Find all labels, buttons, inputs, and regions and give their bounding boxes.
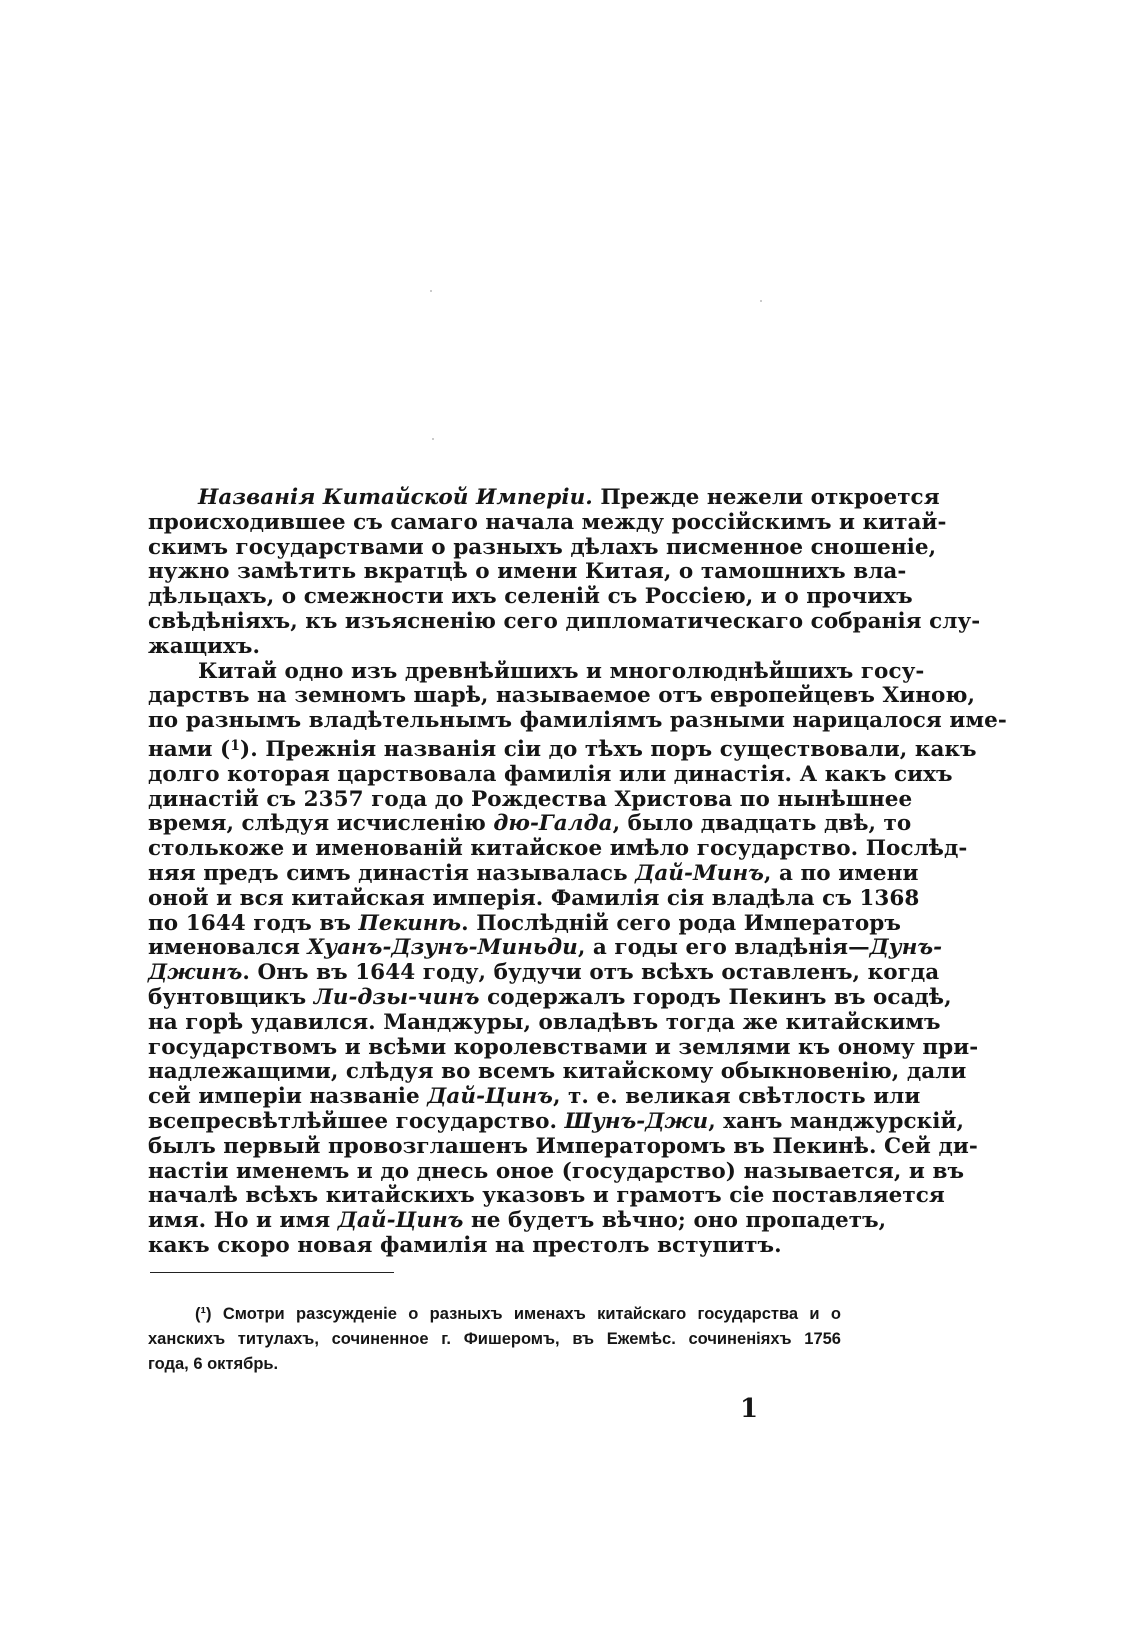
text-line: Китай одно изъ древнѣйшихъ и многолюднѣйшихъ госу- <box>198 658 925 684</box>
text-line: имя. Но и имя Дай-Цинъ не будетъ вѣчно; оно пропадетъ, <box>148 1208 887 1234</box>
text-line: по разнымъ владѣтельнымъ фамиліямъ разными нарицалося име- <box>148 708 1007 734</box>
text-line: столькоже и именованій китайское имѣло государство. Послѣд- <box>148 836 968 862</box>
text-line: сей имперіи названіе Дай-Цинъ, т. е. великая свѣтлость или <box>148 1084 921 1110</box>
text-line: дарствъ на земномъ шарѣ, называемое отъ европейцевъ Хиною, <box>148 683 976 709</box>
text-line: бунтовщикъ Ли-дзы-чинъ содержалъ городъ Пекинъ въ осадѣ, <box>148 984 952 1010</box>
text-line: происходившее съ самаго начала между россійскимъ и китай- <box>148 509 947 535</box>
text-line: свѣдѣніяхъ, къ изъясненію сего дипломатическаго собранія слу- <box>148 608 981 634</box>
footnote-reference: 1 <box>230 737 241 754</box>
footnote-line: ханскихъ титулахъ, сочиненное г. Фишеромъ, въ Ежемѣс. сочиненіяхъ 1756 <box>148 1330 841 1348</box>
text-line: настіи именемъ и до днесь оное (государство) называется, и въ <box>148 1158 964 1184</box>
text-line: былъ первый провозглашенъ Императоромъ въ Пекинѣ. Сей ди- <box>148 1133 978 1159</box>
footnote <box>148 1302 841 1377</box>
footnote-marker: (¹) <box>195 1305 212 1323</box>
text-line: по 1644 годъ въ Пекинѣ. Послѣдній сего рода Императоръ <box>148 910 901 936</box>
page-number: 1 <box>740 1394 759 1424</box>
text-line: нами ($^1$). Прежнія названія сіи до тѣхъ поръ существовали, какъ <box>148 736 977 762</box>
text-line: всепресвѣтлѣйшее государство. Шунъ-Джи, ханъ манджурскій, <box>148 1108 964 1134</box>
italic-name: Ли-дзы-чинъ <box>313 984 480 1010</box>
italic-name: дю-Галда <box>493 811 613 837</box>
main-text <box>148 485 1007 1259</box>
text-line: няя предъ симъ династія называлась Дай-Минъ, а по имени <box>148 860 919 886</box>
italic-name: Дай-Минъ <box>635 860 764 886</box>
scan-speck <box>432 438 434 440</box>
text-line: династій съ 2357 года до Рождества Христова по нынѣшнее <box>148 786 913 812</box>
text-line: Джинъ. Онъ въ 1644 году, будучи отъ всѣхъ оставленъ, когда <box>148 960 940 986</box>
text-line: скимъ государствами о разныхъ дѣлахъ писменное сношеніе, <box>148 534 937 560</box>
footnote-line: (¹) Смотри разсужденіе о разныхъ именахъ китайскаго государства и о <box>195 1305 841 1323</box>
text-line: Названія Китайской Имперіи. Прежде нежели откроется <box>198 485 940 510</box>
section-heading: Названія Китайской Имперіи. <box>198 485 593 510</box>
text-line: долго которая царствовала фамилія или династія. А какъ сихъ <box>148 761 953 787</box>
text-line: жащихъ. <box>148 633 260 659</box>
scan-speck <box>430 290 432 292</box>
text-line: время, слѣдуя исчисленію дю-Галда, было двадцать двѣ, то <box>148 811 912 837</box>
text-line: государствомъ и всѣми королевствами и землями къ оному при- <box>148 1034 979 1060</box>
text-line: на горѣ удавился. Манджуры, овладѣвъ тогда же китайскимъ <box>148 1009 941 1035</box>
italic-name: Хуанъ-Дзунъ-Миньди <box>307 935 578 961</box>
text-line: оной и вся китайская имперія. Фамилія сія владѣла съ 1368 <box>148 885 920 911</box>
italic-name: Джинъ <box>148 960 243 986</box>
text-line: началѣ всѣхъ китайскихъ указовъ и грамотъ сіе поставляется <box>148 1183 945 1209</box>
italic-name: Шунъ-Джи <box>564 1108 709 1134</box>
italic-name: Дунъ- <box>869 935 943 961</box>
italic-name: Пекинѣ <box>358 910 462 936</box>
scan-speck <box>760 300 762 302</box>
footnote-divider <box>150 1272 394 1273</box>
text-line: нужно замѣтить вкратцѣ о имени Китая, о тамошнихъ вла- <box>148 559 907 585</box>
text-line: надлежащими, слѣдуя во всемъ китайскому обыкновенію, дали <box>148 1059 967 1085</box>
text-line: именовался Хуанъ-Дзунъ-Миньди, а годы его владѣнія—Дунъ- <box>148 935 943 961</box>
footnote-line: года, 6 октябрь. <box>148 1355 279 1373</box>
italic-name: Дай-Цинъ <box>427 1084 553 1110</box>
text-line: дѣльцахъ, о смежности ихъ селеній съ Россіею, и о прочихъ <box>148 584 913 610</box>
text-line: какъ скоро новая фамилія на престолъ вступитъ. <box>148 1232 782 1258</box>
italic-name: Дай-Цинъ <box>337 1208 464 1234</box>
